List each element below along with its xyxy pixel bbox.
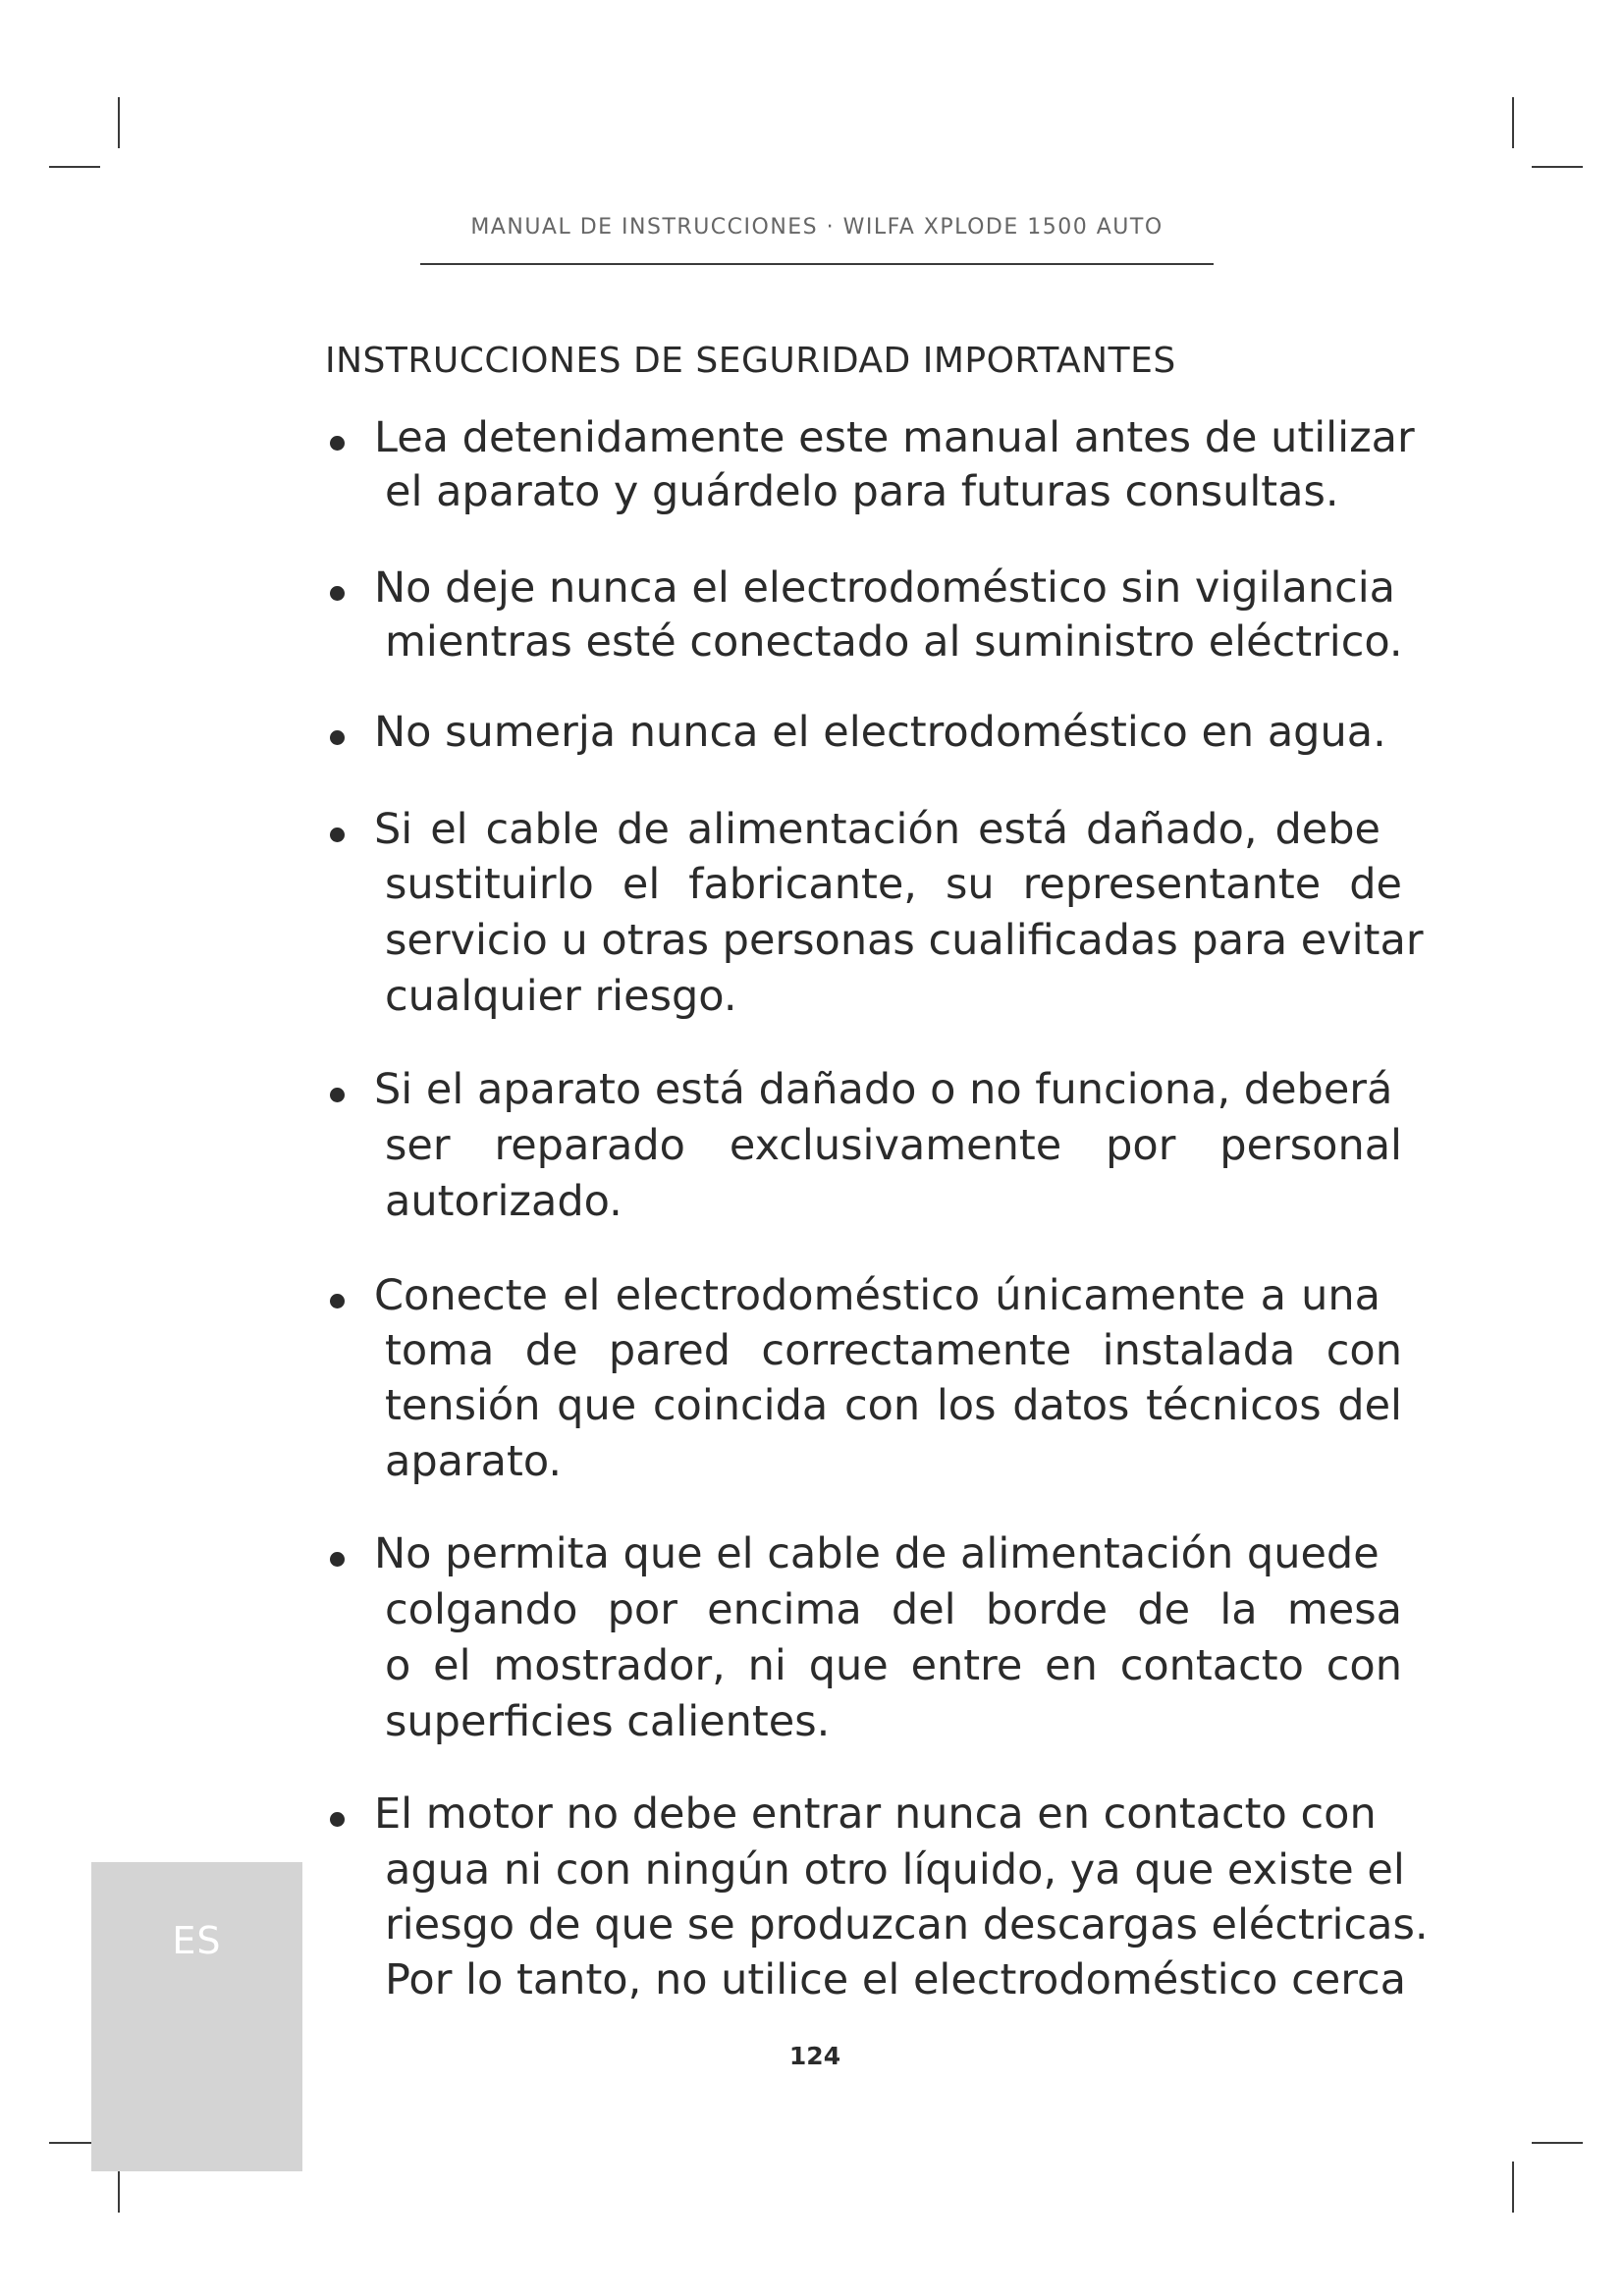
crop-mark-top-left-h [49, 166, 100, 168]
language-tab-label: ES [172, 1919, 222, 1962]
bullet-icon [330, 1552, 345, 1567]
bullet-icon [330, 586, 345, 601]
list-item-line: cualquier riesgo. [385, 972, 737, 1021]
list-item-line: toma de pared correctamente instalada con [385, 1326, 1402, 1375]
list-item-line: No permita que el cable de alimentación quede [374, 1529, 1380, 1578]
bullet-icon [330, 1812, 345, 1827]
list-item-line: sustituirlo el fabricante, su representante de [385, 860, 1402, 909]
list-item-line: Si el aparato está dañado o no funciona, deberá [374, 1065, 1393, 1114]
list-item-line: No sumerja nunca el electrodoméstico en agua. [374, 708, 1386, 757]
list-item-line: Conecte el electrodoméstico únicamente a una [374, 1271, 1380, 1320]
bullet-icon [330, 1294, 345, 1308]
list-item-line: aparato. [385, 1437, 563, 1486]
list-item-line: superficies calientes. [385, 1697, 831, 1746]
bullet-icon [330, 436, 345, 451]
section-title: INSTRUCCIONES DE SEGURIDAD IMPORTANTES [325, 341, 1176, 381]
bullet-icon [330, 828, 345, 842]
page-number: 124 [788, 2042, 841, 2070]
list-item-line: ser reparado exclusivamente por personal [385, 1121, 1402, 1170]
list-item-line: riesgo de que se produzcan descargas eléctricas. [385, 1900, 1429, 1949]
list-item-line: Si el cable de alimentación está dañado, debe [374, 805, 1380, 854]
list-item-line: No deje nunca el electrodoméstico sin vigilancia [374, 563, 1396, 613]
crop-mark-bottom-right-v [1512, 2162, 1514, 2213]
list-item-line: agua ni con ningún otro líquido, ya que existe el [385, 1845, 1405, 1895]
bullet-icon [330, 730, 345, 745]
list-item-line: Lea detenidamente este manual antes de utilizar [374, 413, 1415, 462]
list-item-line: El motor no debe entrar nunca en contacto con [374, 1789, 1377, 1839]
list-item-line: o el mostrador, ni que entre en contacto con [385, 1641, 1402, 1690]
crop-mark-top-left-v [118, 97, 120, 148]
language-tab [91, 1862, 302, 2171]
crop-mark-top-right-v [1512, 97, 1514, 148]
crop-mark-bottom-right-h [1532, 2142, 1583, 2144]
list-item-line: servicio u otras personas cualificadas para evitar [385, 916, 1424, 965]
running-header: MANUAL DE INSTRUCCIONES · WILFA XPLODE 1500 AUTO [470, 215, 1164, 240]
list-item-line: el aparato y guárdelo para futuras consultas. [385, 467, 1339, 516]
list-item-line: tensión que coincida con los datos técnicos del [385, 1381, 1402, 1430]
list-item-line: colgando por encima del borde de la mesa [385, 1585, 1402, 1634]
list-item-line: Por lo tanto, no utilice el electrodoméstico cerca [385, 1955, 1406, 2004]
list-item-line: mientras esté conectado al suministro eléctrico. [385, 617, 1403, 667]
list-item-line: autorizado. [385, 1177, 623, 1226]
header-rule [420, 263, 1214, 265]
crop-mark-top-right-h [1532, 166, 1583, 168]
bullet-icon [330, 1088, 345, 1102]
